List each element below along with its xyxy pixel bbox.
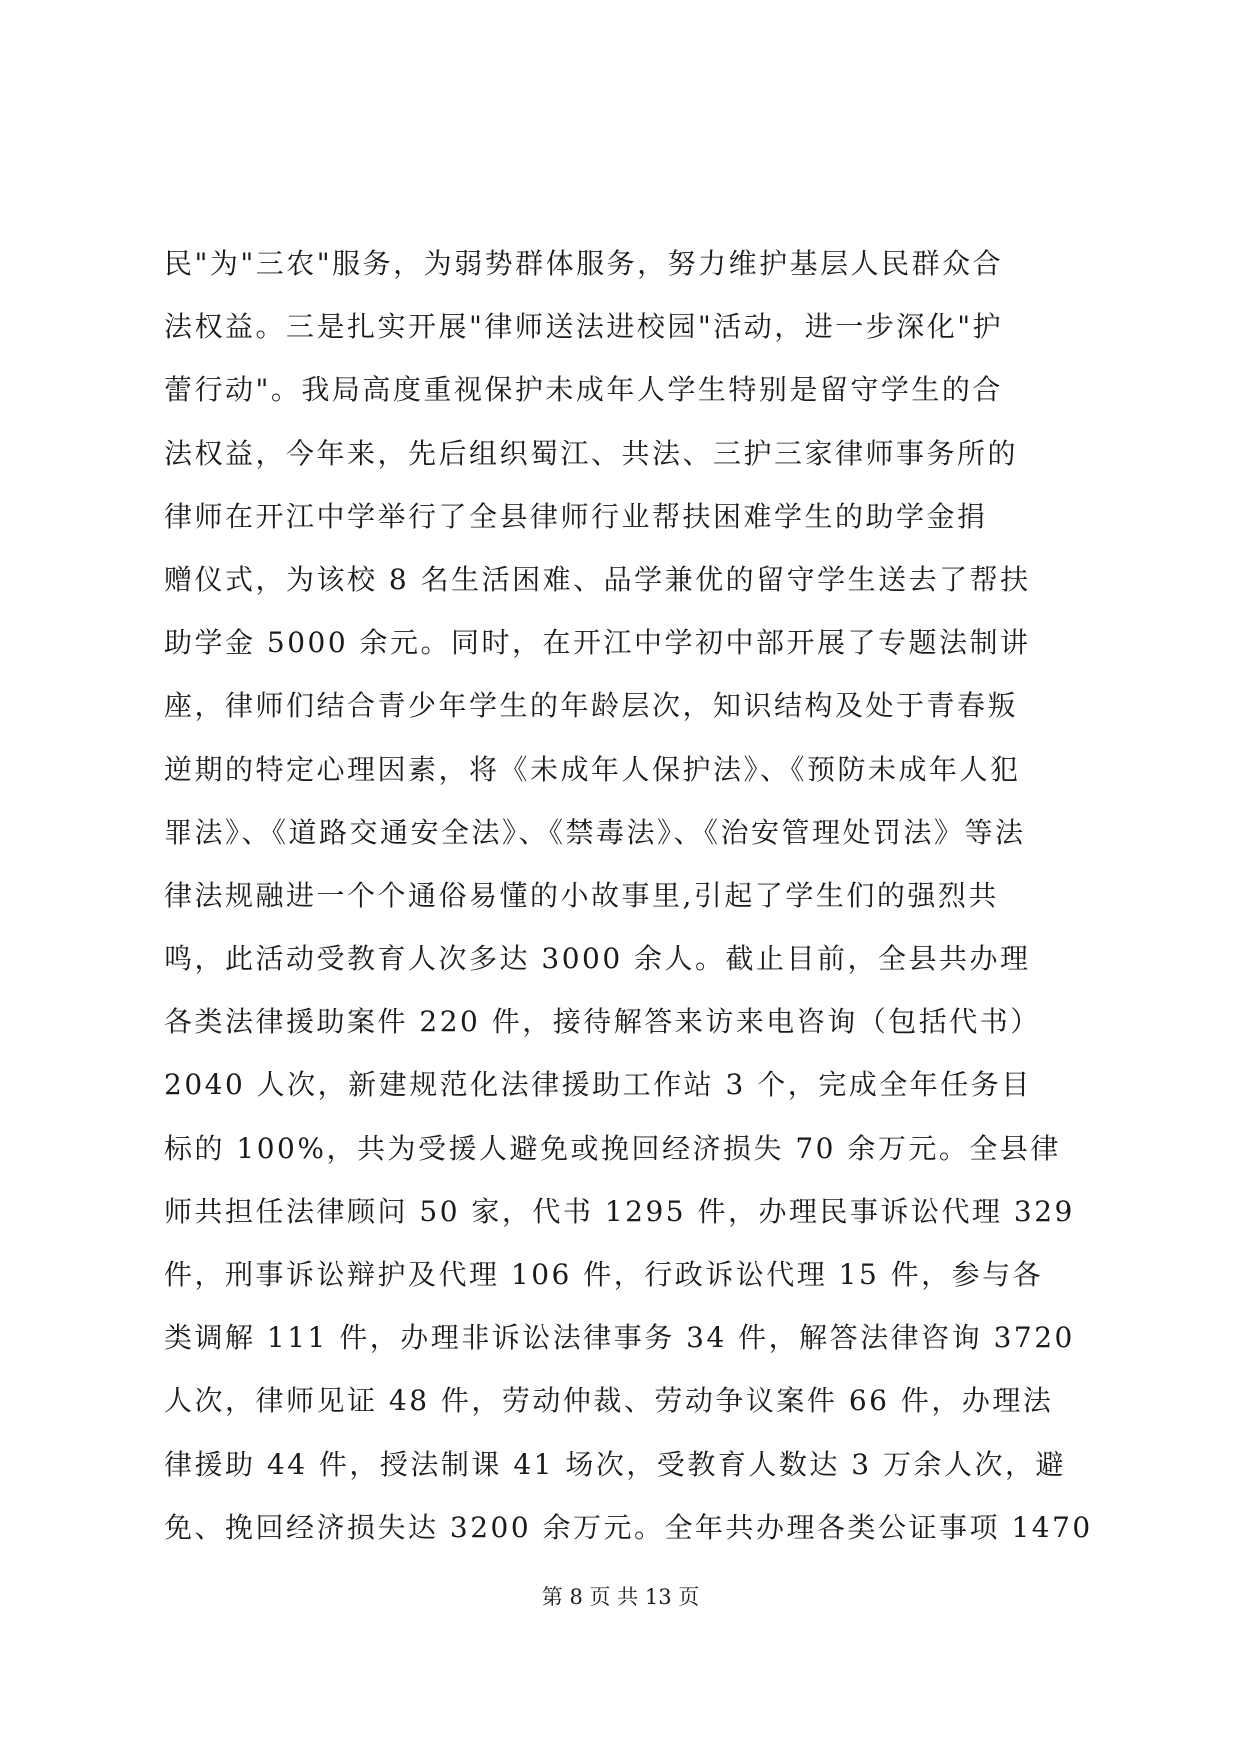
text-line: 座，律师们结合青少年学生的年龄层次，知识结构及处于青春叛 [164,689,1019,723]
text-line: 各类法律援助案件 220 件，接待解答来访来电咨询（包括代书） [164,1005,1041,1039]
text-line: 律援助 44 件，授法制课 41 场次，受教育人数达 3 万余人次，避 [164,1447,1066,1481]
text-line: 赠仪式，为该校 8 名生活困难、品学兼优的留守学生送去了帮扶 [164,562,1031,596]
page-number-footer: 第 8 页 共 13 页 [541,1585,700,1609]
text-line: 鸣，此活动受教育人次多达 3000 余人。截止目前，全县共办理 [164,942,1031,976]
text-line: 免、挽回经济损失达 3200 余万元。全年共办理各类公证事项 1470 [164,1510,1093,1544]
text-line: 类调解 111 件，办理非诉讼法律事务 34 件，解答法律咨询 3720 [164,1321,1075,1355]
text-line: 助学金 5000 余元。同时，在开江中学初中部开展了专题法制讲 [164,626,1031,660]
text-line: 师共担任法律顾问 50 家，代书 1295 件，办理民事诉讼代理 329 [164,1194,1075,1228]
text-line: 人次，律师见证 48 件，劳动仲裁、劳动争议案件 66 件，办理法 [164,1384,1054,1418]
text-line: 逆期的特定心理因素，将《未成年人保护法》、《预防未成年人犯 [164,752,1021,786]
text-line: 法权益。三是扎实开展"律师送法进校园"活动，进一步深化"护 [164,310,1004,344]
text-line: 律师在开江中学举行了全县律师行业帮扶困难学生的助学金捐 [164,499,988,533]
text-line: 蕾行动"。我局高度重视保护未成年人学生特别是留守学生的合 [164,373,1003,407]
text-line: 律法规融进一个个通俗易懂的小故事里,引起了学生们的强烈共 [164,878,999,912]
text-line: 民"为"三农"服务，为弱势群体服务，努力维护基层人民群众合 [164,247,1004,280]
text-line: 法权益，今年来，先后组织蜀江、共法、三护三家律师事务所的 [164,436,1019,470]
body-text [164,232,1094,1559]
text-line: 件，刑事诉讼辩护及代理 106 件，行政诉讼代理 15 件，参与各 [164,1258,1044,1291]
text-line: 2040 人次，新建规范化法律援助工作站 3 个，完成全年任务目 [164,1068,1032,1102]
text-line: 罪法》、《道路交通安全法》、《禁毒法》、《治安管理处罚法》等法 [164,815,1026,849]
text-line: 标的 100%，共为受援人避免或挽回经济损失 70 余万元。全县律 [164,1131,1061,1165]
